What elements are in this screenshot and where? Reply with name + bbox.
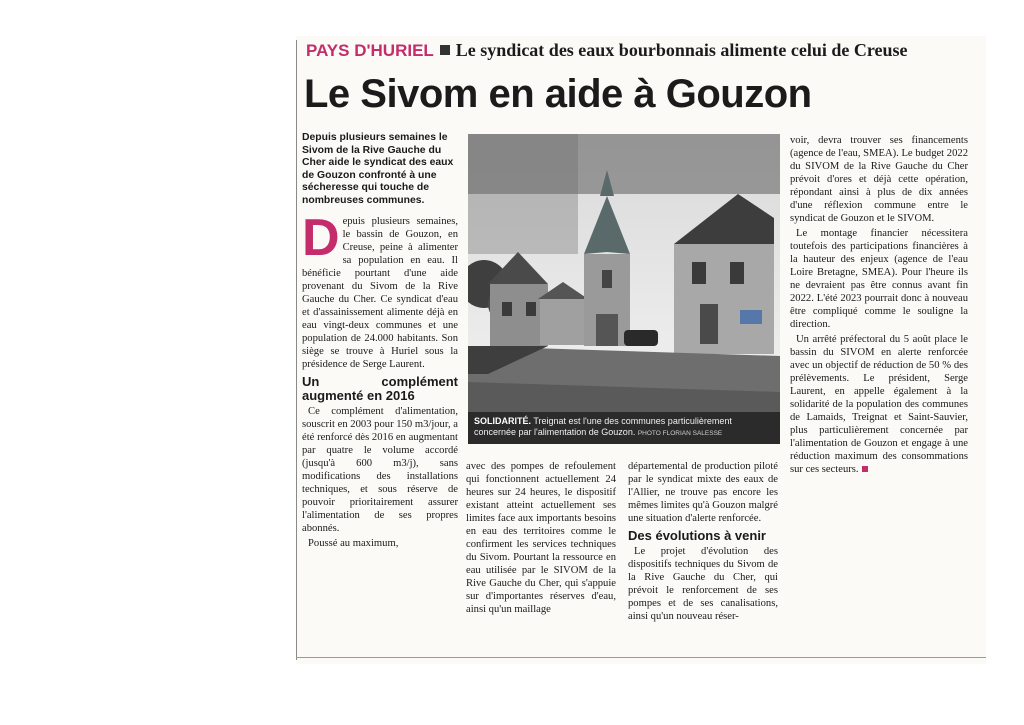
article-headline: Le Sivom en aide à Gouzon [304, 72, 812, 116]
subheading-evolutions: Des évolutions à venir [628, 528, 766, 543]
paragraph-montage-financier: Le montage financier nécessitera toutefois des participations financières à la hauteur des enjeux (agence de l'eau Loire Bretagne, SMEA). Pour l'heure ils ne devraient pas être connus avant fin 2022. L'été 2023 pourrait donc à nouveau être compliqué comme le souligne la direction. [790, 228, 968, 330]
article-chapo: Depuis plusieurs semaines le Sivom de la Rive Gauche du Cher aide le syndicat des eaux de Gouzon confronté à une sécheresse qui touche de nombreuses communes. [302, 132, 454, 206]
paragraph-evolutions: Le projet d'évolution des dispositifs techniques du Sivom de la Rive Gauche du Cher, qui prévoit le renforcement de ses pompes et de ses canalisations, ainsi qu'un nouveau réser- [628, 546, 778, 622]
caption-text: Treignat est l'une des communes particulièrement concernée par l'alimentation de Gouzon. [474, 416, 732, 437]
drop-cap: D [302, 209, 340, 267]
end-mark-icon [862, 466, 868, 472]
scan-bottom-rule [296, 657, 986, 658]
village-church-photo-icon [468, 134, 780, 412]
kicker-subtitle: Le syndicat des eaux bourbonnais alimente celui de Creuse [455, 40, 908, 60]
column-1 [302, 132, 458, 552]
paragraph-pousse-continued: avec des pompes de refoulement qui fonctionnent actuellement 24 heures sur 24 heures, le dispositif existant atteint actuellement ses limites face aux importants besoins en eau des territoires comme le confirment les services techniques du Sivom. Pourtant la ressource en eau utilisée par le SIVOM de la Rive Gauche du Cher, qui s'appuie sur d'importantes réserves d'eau, ainsi qu'un maillage [466, 461, 616, 615]
subheading-complement: Un complément augmenté en 2016 [302, 374, 458, 403]
column-2 [466, 460, 616, 618]
column-4 [790, 134, 968, 478]
newspaper-clipping [296, 36, 986, 664]
article-photo [468, 134, 780, 446]
article-kicker [306, 40, 986, 61]
paragraph-complement: Ce complément d'alimentation, souscrit en 2003 pour 150 m3/jour, a été renforcé dès 2016 en augmentant par quatre le volume accordé (jusqu'à 600 m3/j), sans modifications des installations techniques, et sous réserve de pouvoir prioritairement assurer l'alimentation de ses propres abonnés. [302, 406, 458, 534]
paragraph-evolutions-continued: voir, devra trouver ses financements (agence de l'eau, SMEA). Le budget 2022 du SIVOM de la Rive Gauche du Cher prévoit d'ores et déjà cette opération, répondant ainsi à plus de dix années d'une réflexion commune entre le syndicat de Gouzon et le SIVOM. [790, 135, 968, 224]
paragraph-arrete [790, 333, 968, 476]
paragraph-arrete-text: Un arrêté préfectoral du 5 août place le bassin du SIVOM en alerte renforcée avec un objectif de réduction de 50 % des prélèvements. Le président, Serge Laurent, en appelle également à la solidarité de la population des communes de Lamaids, Treignat et Saint-Sauvier, plus particulièrement concernée par l'alimentation de Gouzon et engage à une réduction maximum des consommations sur ces secteurs. [790, 334, 968, 475]
caption-lead: SOLIDARITÉ. [474, 416, 532, 426]
intro-text: epuis plusieurs semaines, le bassin de Gouzon, en Creuse, peine à alimenter sa population en eau. Il bénéficie pourtant d'une aide provenant du Sivom de la Rive Gauche du Cher. Ce syndicat d'eau et d'assainissement alimente déjà en eau vingt-deux communes et une population de 24.000 habitants. Son siège se trouve à Huriel sous la présidence de Serge Laurent. [302, 216, 458, 370]
column-3 [628, 460, 778, 625]
kicker-location: PAYS D'HURIEL [306, 41, 434, 60]
photo-credit: PHOTO FLORIAN SALESSE [637, 430, 723, 437]
photo-image [468, 134, 780, 412]
intro-paragraph [302, 209, 458, 371]
paragraph-pousse-start: Poussé au maximum, [308, 538, 399, 549]
photo-caption [468, 412, 780, 444]
scan-left-rule [296, 40, 297, 660]
square-bullet-icon [440, 45, 450, 55]
paragraph-pousse-end: départemental de production piloté par le syndicat mixte des eaux de l'Allier, ne trouve pas encore les mêmes limites qu'à Gouzon malgré une situation d'alerte renforcée. [628, 461, 778, 524]
